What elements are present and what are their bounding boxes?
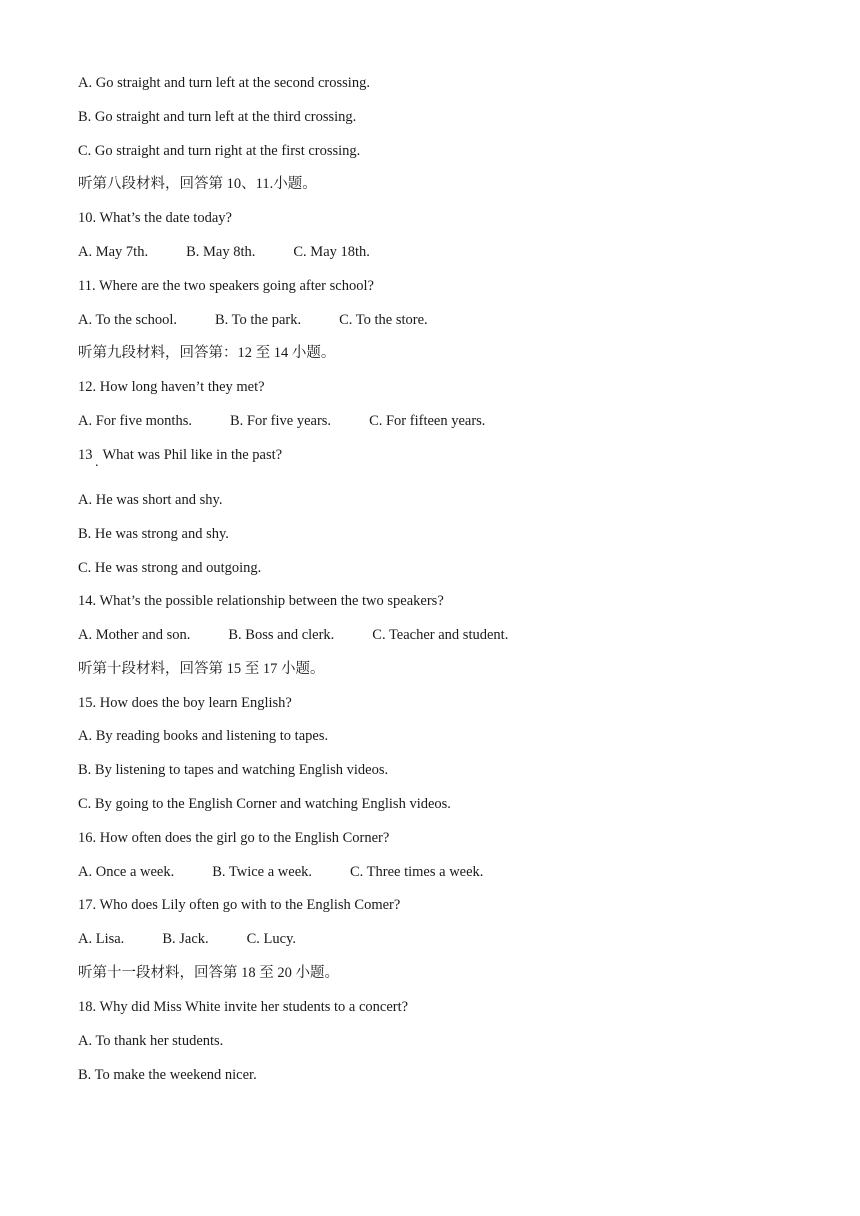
question-16-options [78, 863, 483, 881]
option-b: B. For five years. [229, 413, 332, 429]
option-a: A. Mother and son. [78, 627, 191, 643]
option-c: C. To the store. [339, 312, 428, 328]
option-line: B. Go straight and turn left at the third crossing. [78, 109, 357, 125]
option-c: C. Three times a week. [350, 864, 484, 880]
question-12: 12. How long haven’t they met? [78, 379, 265, 395]
question-12-options [78, 412, 485, 430]
question-18: 18. Why did Miss White invite her students to a concert? [78, 999, 409, 1015]
section-instruction: 听第十一段材料，回答第 18 至 20 小题。 [78, 965, 339, 981]
option-b: B. Twice a week. [212, 864, 312, 880]
question-13 [78, 446, 283, 470]
option-c: C. Teacher and student. [372, 627, 509, 643]
question-11-options [78, 311, 428, 329]
question-10-options [78, 243, 370, 261]
option-a: A. Once a week. [78, 864, 175, 880]
option-a: A. May 7th. [78, 244, 149, 260]
question-13-text: What was Phil like in the past? [102, 447, 283, 463]
question-10: 10. What’s the date today? [78, 210, 232, 226]
option-line: A. Go straight and turn left at the second crossing. [78, 75, 370, 91]
option-line: B. He was strong and shy. [78, 526, 229, 542]
option-a: A. To the school. [78, 312, 178, 328]
option-b: B. May 8th. [186, 244, 256, 260]
option-line: A. He was short and shy. [78, 492, 223, 508]
option-line: B. To make the weekend nicer. [78, 1067, 257, 1083]
question-14: 14. What’s the possible relationship between the two speakers? [78, 593, 444, 609]
question-17-options [78, 930, 296, 948]
section-instruction: 听第八段材料，回答第 10、11.小题。 [78, 176, 317, 192]
option-a: A. Lisa. [78, 931, 125, 947]
option-a: A. For five months. [78, 413, 192, 429]
option-b: B. Boss and clerk. [228, 627, 335, 643]
option-line: A. To thank her students. [78, 1033, 224, 1049]
option-c: C. For fifteen years. [369, 413, 486, 429]
option-c: C. Lucy. [246, 931, 297, 947]
option-b: B. To the park. [215, 312, 302, 328]
question-13-dot: . [95, 455, 99, 470]
option-line: C. Go straight and turn right at the first crossing. [78, 143, 361, 159]
section-instruction: 听第九段材料，回答第：12 至 14 小题。 [78, 345, 336, 361]
option-b: B. Jack. [162, 931, 209, 947]
question-16: 16. How often does the girl go to the English Corner? [78, 830, 390, 846]
question-14-options [78, 626, 508, 644]
option-line: B. By listening to tapes and watching English videos. [78, 762, 389, 778]
question-15: 15. How does the boy learn English? [78, 695, 292, 711]
option-line: C. He was strong and outgoing. [78, 560, 262, 576]
question-11: 11. Where are the two speakers going after school? [78, 278, 374, 294]
question-17: 17. Who does Lily often go with to the English Comer? [78, 897, 401, 913]
option-line: C. By going to the English Corner and watching English videos. [78, 796, 451, 812]
option-c: C. May 18th. [293, 244, 370, 260]
option-line: A. By reading books and listening to tapes. [78, 728, 329, 744]
section-instruction: 听第十段材料，回答第 15 至 17 小题。 [78, 661, 325, 677]
question-13-number: 13 [78, 447, 93, 463]
